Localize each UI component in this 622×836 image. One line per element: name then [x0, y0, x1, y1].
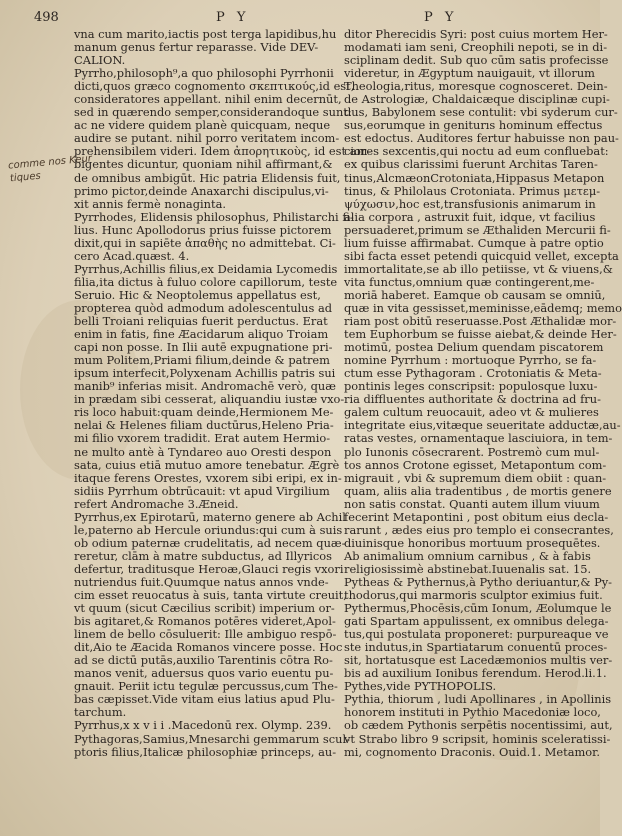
text-line: nutriendus fuit.Quumque natus annos vnde- [74, 574, 329, 589]
text-line: ac ne videre quidem planè quicquam, neque [74, 118, 331, 133]
text-line: quam, aliis alia tradentibus , de mortis genere [344, 483, 612, 498]
text-line: enim in fatis, fine Æacidarum aliquo Troiam [74, 327, 329, 342]
text-line: tus,qui postulata proponeret: purpureaque ve [344, 627, 609, 642]
text-line: sus,eorumque in geniturıs hominum effectus [344, 118, 603, 133]
text-line: ob cædem Pythonis serpētis nocentissimi, aut, [344, 718, 613, 733]
text-line: prehensibilem videri. Idem ἀπορητικοὺς, id est am- [74, 144, 372, 159]
text-line: integritate eius,vitæque seueritate adductæ,au- [344, 418, 621, 433]
text-line: consideratores appellant. nihil enim decernūt, [74, 92, 342, 107]
text-line: ste indutus,in Spartiatarum conuentū proces- [344, 640, 608, 655]
text-line: mi filio vxorem tradidit. Erat autem Hermio- [74, 431, 331, 446]
text-line: Pyrrho,philosoph⁹,a quo philosophi Pyrrhonii [74, 66, 334, 81]
text-line: sibi facta esset petendi quicquid vellet, excepta [344, 248, 619, 263]
handwritten-margin-note: comme nos Keur [7, 153, 93, 172]
text-line: ob odium paternæ crudelitatis, ad necem quæ- [74, 535, 346, 550]
text-line: lium fuisse affirmabat. Cumque à patre optio [344, 235, 604, 250]
text-line: Theologia,ritus, moresque cognosceret. Dein- [344, 79, 608, 94]
text-line: dus, Babylonem sese contulit: vbi syderum cur- [344, 105, 618, 120]
text-line: manos venit, aduersus quos vario euentu pu- [74, 666, 334, 681]
text-line: riam post obitū reseruasse.Post Æthalidæ mor- [344, 314, 617, 329]
text-line: tarchum. [74, 705, 127, 720]
left-text-column [74, 27, 372, 759]
text-line: Pyrrhodes, Elidensis philosophus, Philistarchi fi- [74, 209, 354, 224]
text-line: rarunt , ædes eius pro templo ei consecrantes, [344, 522, 614, 537]
text-line: reretur, clām à matre subductus, ad Illyricos [74, 548, 332, 563]
text-line: lius. Hunc Apollodorus prius fuisse pictorem [74, 222, 332, 237]
text-line: itaque ferens Orestes, vxorem sibi eripi, ex in- [74, 470, 342, 485]
text-line: sciplinam dedit. Sub quo cūm satis profecisse [344, 53, 609, 68]
text-line: ex quibus clarissimi fuerunt Architas Taren- [344, 157, 598, 172]
text-line: de omnibus ambigūt. Hic patria Elidensis fuit, [74, 170, 341, 185]
text-line: belli Troiani reliquias fuerit perductus. Erat [74, 314, 328, 329]
text-line: alia corpora , astruxit fuit, idque, vt facilius [344, 209, 596, 224]
text-line: vna cum marito,iactis post terga lapidibus,hu [74, 27, 337, 41]
text-line: CALION. [74, 53, 126, 68]
text-line: sed in quærendo semper,considerandoque sunt: [74, 105, 352, 120]
text-line: dixit,qui in sapiēte ἀπαθὴς no admittebat. Ci- [74, 235, 336, 250]
text-line: Pytheas & Pythernus,à Pytho deriuantur,& Py- [344, 574, 613, 589]
text-line: bas cæpisset.Vide vitam eius latius apud Plu- [74, 692, 335, 707]
text-line: ris loco habuit:quam deinde,Hermionem Me- [74, 405, 334, 420]
text-line: propterea quòd admodum adolescentulus ad [74, 300, 333, 315]
text-line: tem Euphorbum se fuisse aiebat,& deinde Her- [344, 327, 617, 342]
text-line: Pythermus,Phocēsis,cūm Ionum, Æolumque le [344, 601, 612, 616]
text-line: filia,ita dictus à fuluo colore capillorum, teste [74, 274, 338, 289]
text-line: quæ in vita gessisset,meminisse,eādemq; memo [344, 300, 622, 315]
text-line: vt quum (sicut Cæcilius scribit) imperium or- [74, 601, 335, 616]
text-line: xit annis fermè nonaginta. [74, 196, 226, 211]
text-line: tinus, & Philolaus Crotoniata. Primus μετεμ- [344, 183, 601, 198]
right-text-column [344, 27, 622, 759]
text-line: nelai & Helenes filiam ductūrus,Heleno Pria- [74, 418, 334, 433]
text-line: bis agitaret,& Romanos potēres videret,Apol- [74, 614, 336, 629]
text-line: vt Strabo libro 9 scripsit, hominis sceleratissi- [344, 731, 611, 746]
text-line: videretur, in Ægyptum nauigauit, vt illorum [344, 66, 595, 81]
text-line: motimū, postea Delium quendam piscatorem [344, 340, 604, 355]
text-line: Ab animalium omnium carnibus , & à fabis [344, 548, 591, 563]
text-line: audire se putant. nihil porro veritatem incom- [74, 131, 340, 146]
text-line: honorem instituti in Pythio Macedoniæ loco, [344, 705, 601, 720]
text-line: moriā haberet. Eamque ob causam se omniū, [344, 287, 606, 302]
text-line: ciores sexcentis,qui noctu ad eum confluebat: [344, 144, 609, 159]
text-line: mum Politem,Priami filium,deinde & patrem [74, 353, 330, 368]
text-line: ditor Pherecidis Syri: post cuius mortem Her- [344, 27, 608, 41]
text-line: ne multo antè à Tyndareo auo Oresti despon [74, 444, 332, 459]
text-line: thodorus,qui marmoris sculptor eximius fuit. [344, 588, 603, 603]
text-line: sidiis Pyrrhum obtrūcauit: vt apud Virgilium [74, 483, 330, 498]
text-line: immortalitate,se ab illo petiisse, vt & viuens,& [344, 261, 613, 276]
text-line: tos annos Crotone egisset, Metapontum com- [344, 457, 607, 472]
text-line: Seruio. Hic & Neoptolemus appellatus est, [74, 287, 321, 302]
text-line: modamati iam seni, Creophili nepoti, se in di- [344, 40, 608, 55]
text-line: manib⁹ inferias misit. Andromachē verò, quæ [74, 379, 336, 394]
text-line: ad se dictū putās,auxilio Tarentinis cōtra Ro- [74, 653, 333, 668]
text-line: tinus,AlcmæonCrotoniata,Hippasus Metapon [344, 170, 605, 185]
text-line: linem de bello cōsuluerit: Ille ambiguo respō- [74, 627, 337, 642]
text-line: capi non posse. In Ilii autē expugnatione pri- [74, 340, 333, 355]
text-line: Pythes,vide PYTHOPOLIS. [344, 679, 497, 694]
text-line: ψύχωσιν,hoc est,transfusionis animarum in [344, 196, 596, 211]
text-line: nomine Pyrrhum : mortuoque Pyrrho, se fa- [344, 353, 597, 368]
text-line: Pyrrhus,Achillis filius,ex Deidamia Lycomedis [74, 261, 338, 276]
text-line: est edoctus. Auditores fertur habuisse non pau- [344, 131, 619, 146]
text-line: ptoris filius,Italicæ philosophiæ princeps, au- [74, 744, 337, 759]
text-line: non satis constat. Quanti autem illum viuum [344, 496, 600, 511]
text-line: cero Acad.quæst. 4. [74, 248, 190, 263]
text-line: migrauit , vbi & supremum diem obiit : quan- [344, 470, 607, 485]
text-line: Pythagoras,Samius,Mnesarchi gemmarum scul- [74, 731, 350, 746]
text-line: plo Iunonis cōsecrarent. Postremò cum mul- [344, 444, 600, 459]
handwritten-margin-note: tiques [9, 170, 42, 185]
text-line: in prædam sibi cesserat, aliquandiu iustæ vxo- [74, 392, 345, 407]
text-line: bis ad auxilium Ionibus ferendum. Herod.li.1. [344, 666, 607, 681]
header-letters-right: P Y [424, 10, 458, 25]
text-line: pontinis leges conscripsit: populosque luxu- [344, 379, 598, 394]
text-line: manum genus fertur reparasse. Vide DEV- [74, 40, 319, 55]
text-line: vita functus,omnium quæ contingerent,me- [344, 274, 595, 289]
text-line: refert Andromache 3.Æneid. [74, 496, 239, 511]
text-line: sit, hortatusque est Lacedæmonios multis ver- [344, 653, 613, 668]
text-line: primo pictor,deinde Anaxarchi discipulus,vi- [74, 183, 329, 198]
text-line: ctum esse Pythagoram . Crotoniatis & Meta- [344, 366, 602, 381]
text-line: diuinisque honoribus mortuum prosequētes. [344, 535, 601, 550]
text-line: Pythia, thiorum , ludi Apollinares , in Apollinis [344, 692, 612, 707]
text-line: defertur, traditusque Heroæ,Glauci regis vxori [74, 561, 344, 576]
text-line: cim esset reuocatus à suis, tanta virtute creuit, [74, 588, 347, 603]
text-line: de Astrologiæ, Chaldaicæque disciplinæ cupi- [344, 92, 610, 107]
text-line: ria diffluentes authoritate & doctrina ad fru- [344, 392, 601, 407]
text-line: religiosissimè abstinebat.Iuuenalis sat. 15. [344, 561, 592, 576]
text-line: ipsum interfecit,Polyxenam Achillis patris sui [74, 366, 336, 381]
text-line: gati Spartam appulissent, ex omnibus delega- [344, 614, 609, 629]
header-letters-left: P Y [216, 10, 250, 25]
text-line: dit,Aio te Æacida Romanos vincere posse. Hoc [74, 640, 343, 655]
text-line: ratas vestes, ornamentaque lasciuiora, in tem- [344, 431, 613, 446]
text-line: sata, cuius etiā mutuo amore tenebatur. Ægrè [74, 457, 340, 472]
text-line: gnauit. Periit ictu tegulæ percussus,cum The- [74, 679, 338, 694]
text-line: le,paterno ab Hercule oriundus:qui cum à suis [74, 522, 343, 537]
text-line: Pyrrhus,ex Epirotarū, materno genere ab Achil [74, 509, 346, 524]
text-line: dicti,quos græco cognomento σκεπτικούς,id est, [74, 79, 355, 94]
text-line: bigentes dicuntur, quoniam nihil affirmant,& [74, 157, 333, 172]
text-line: fecerint Metapontini , post obitum eius decla- [344, 509, 609, 524]
text-line: persuaderet,primum se Æthaliden Mercurii fi- [344, 222, 611, 237]
text-line: Pyrrhus,x x v i i .Macedonū rex. Olymp. 239. [74, 718, 332, 733]
text-line: galem cultum reuocauit, adeo vt & mulieres [344, 405, 599, 420]
text-line: mi, cognomento Draconis. Ouid.1. Metamor. [344, 744, 600, 759]
page-number: 498 [34, 10, 59, 25]
